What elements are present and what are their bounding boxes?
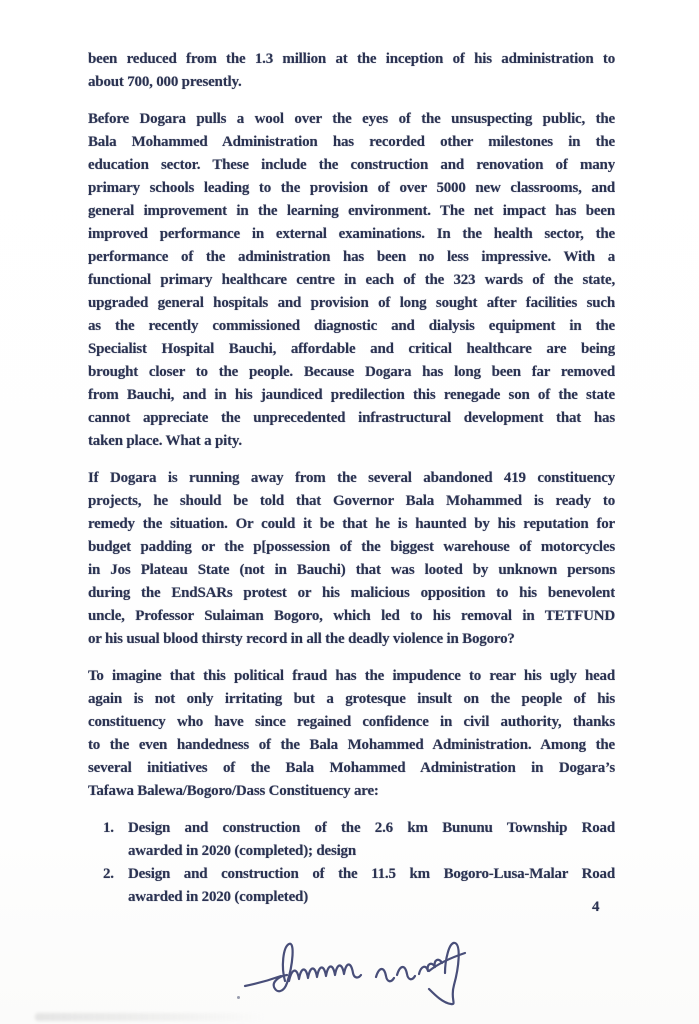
text-line: Specialist Hospital Bauchi, affordable and critical healthcare are being (88, 341, 615, 357)
text-line: been reduced from the 1.3 million at the inception of his administration to (88, 51, 615, 67)
text-line: constituency who have since regained confidence in civil authority, thanks (88, 714, 615, 730)
page-number: 4 (592, 899, 600, 915)
list-item-line: Design and construction of the 2.6 km Bununu Township Road (128, 820, 615, 836)
paragraph (88, 665, 615, 803)
text-line: Tafawa Balewa/Bogoro/Dass Constituency are: (88, 783, 379, 799)
text-line: performance of the administration has been no less impressive. With a (88, 249, 615, 265)
text-line: from Bauchi, and in his jaundiced predilection this renegade son of the state (88, 387, 615, 403)
text-line: several initiatives of the Bala Mohammed Administration in Dogara’s (88, 760, 615, 776)
text-line: general improvement in the learning environment. The net impact has been (88, 203, 615, 219)
text-line: brought closer to the people. Because Dogara has long been far removed (88, 364, 615, 380)
list-item-line: Design and construction of the 11.5 km Bogoro-Lusa-Malar Road (128, 866, 615, 882)
list-item-line: awarded in 2020 (completed); design (128, 843, 356, 859)
text-line: Bala Mohammed Administration has recorded other milestones in the (88, 134, 615, 150)
ink-speck (237, 996, 240, 999)
text-line: during the EndSARs protest or his malicious opposition to his benevolent (88, 585, 615, 601)
list-item (88, 817, 615, 863)
text-line: improved performance in external examinations. In the health sector, the (88, 226, 615, 242)
text-line: education sector. These include the construction and renovation of many (88, 157, 615, 173)
text-line: again is not only irritating but a grotesque insult on the people of his (88, 691, 615, 707)
document-body (88, 48, 615, 909)
text-line: projects, he should be told that Governor Bala Mohammed is ready to (88, 493, 615, 509)
signature-ink (233, 931, 475, 1019)
text-line: to the even handedness of the Bala Mohammed Administration. Among the (88, 737, 615, 753)
paragraphs-container (88, 48, 615, 803)
text-line: or his usual blood thirsty record in all the deadly violence in Bogoro? (88, 631, 515, 647)
paragraph (88, 467, 615, 651)
text-line: functional primary healthcare centre in each of the 323 wards of the state, (88, 272, 615, 288)
text-line: about 700, 000 presently. (88, 74, 242, 90)
text-line: budget padding or the p[possession of the biggest warehouse of motorcycles (88, 539, 615, 555)
paragraph (88, 108, 615, 453)
text-line: Before Dogara pulls a wool over the eyes of the unsuspecting public, the (88, 111, 615, 127)
text-line: upgraded general hospitals and provision of long sought after facilities such (88, 295, 615, 311)
text-line: uncle, Professor Sulaiman Bogoro, which led to his removal in TETFUND (88, 608, 615, 624)
paragraph (88, 48, 615, 94)
text-line: in Jos Plateau State (not in Bauchi) that was looted by unknown persons (88, 562, 615, 578)
text-line: as the recently commissioned diagnostic and dialysis equipment in the (88, 318, 615, 334)
text-line: remedy the situation. Or could it be that he is haunted by his reputation for (88, 516, 615, 532)
text-line: If Dogara is running away from the several abandoned 419 constituency (88, 470, 615, 486)
text-line: taken place. What a pity. (88, 433, 242, 449)
text-line: cannot appreciate the unprecedented infrastructural development that has (88, 410, 615, 426)
text-line: primary schools leading to the provision of over 5000 new classrooms, and (88, 180, 615, 196)
page-edge-shadow (35, 1013, 265, 1021)
list-item (88, 863, 615, 909)
handwritten-signature (233, 931, 475, 1019)
numbered-list (88, 817, 615, 909)
list-item-number: 2. (103, 866, 114, 882)
list-item-number: 1. (103, 820, 114, 836)
list-item-line: awarded in 2020 (completed) (128, 889, 308, 905)
text-line: To imagine that this political fraud has the impudence to rear his ugly head (88, 668, 615, 684)
